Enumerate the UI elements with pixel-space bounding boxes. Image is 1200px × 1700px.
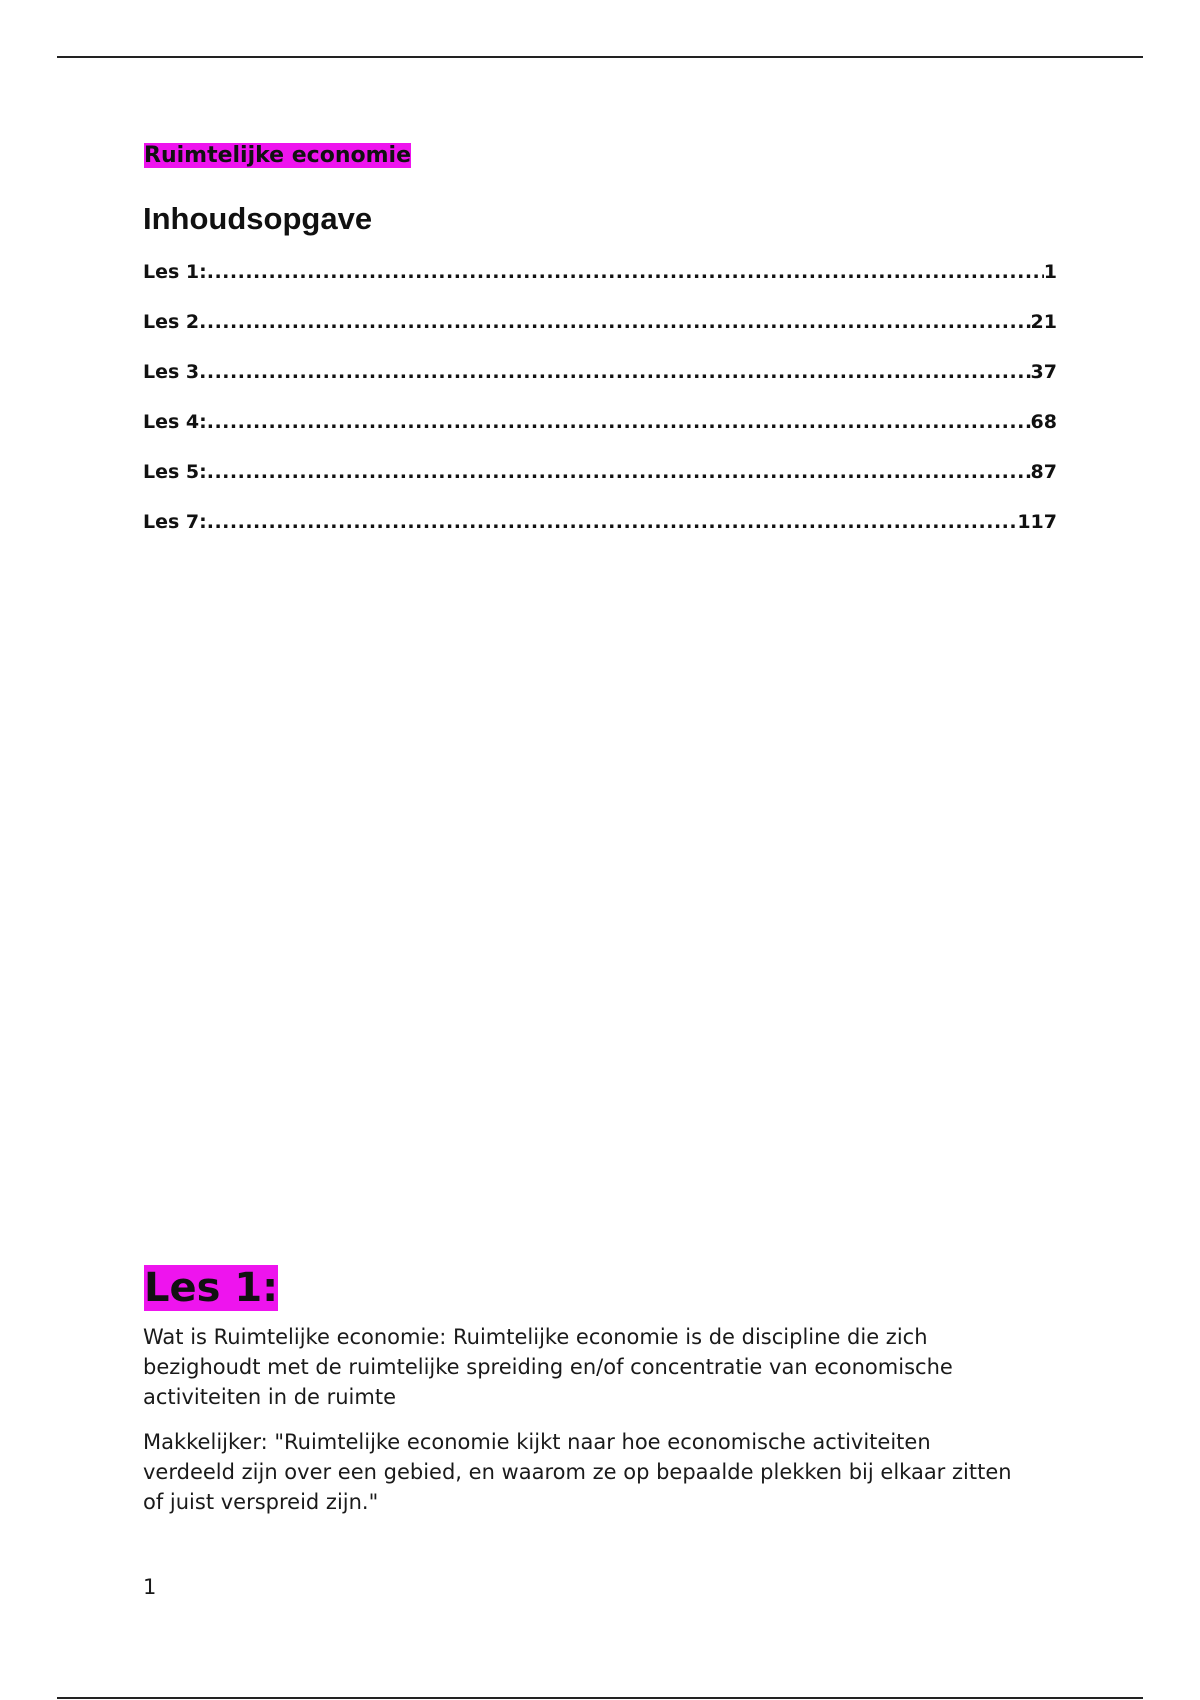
toc-entry-page: 117 [1017, 511, 1057, 533]
toc-entry-les-3[interactable] [143, 360, 1057, 384]
toc-entry-label: Les 3 [143, 361, 200, 383]
toc-dot-leader [207, 410, 1031, 434]
toc-entry-page: 37 [1030, 361, 1057, 383]
toc-entry-les-4[interactable] [143, 410, 1057, 434]
page-number: 1 [143, 1575, 157, 1599]
toc-entry-page: 87 [1030, 461, 1057, 483]
toc-entry-label: Les 2 [143, 311, 200, 333]
definition-paragraph: Wat is Ruimtelijke economie: Ruimtelijke economie is de discipline die zich bezighoudt met de ruimtelijke spreiding en/of concentratie van economische activiteiten in de ruimte [143, 1325, 953, 1409]
toc-entry-page: 1 [1043, 261, 1057, 283]
footer-rule [57, 1697, 1143, 1699]
toc-dot-leader [207, 510, 1018, 534]
toc-entry-les-7[interactable] [143, 510, 1057, 534]
toc-dot-leader [199, 310, 1030, 334]
toc-entry-page: 21 [1030, 311, 1057, 333]
document-title [143, 140, 412, 172]
toc-dot-leader [199, 360, 1030, 384]
header-rule [57, 56, 1143, 58]
toc-entry-les-1[interactable] [143, 260, 1057, 284]
toc-dot-leader [207, 460, 1031, 484]
toc-entry-label: Les 4: [143, 411, 207, 433]
toc-dot-leader [207, 260, 1044, 284]
toc-entry-label: Les 7: [143, 511, 207, 533]
section-heading-text: Les 1: [144, 1265, 279, 1311]
section-heading-les-1 [143, 1264, 279, 1312]
table-of-contents [143, 260, 1057, 560]
toc-entry-label: Les 1: [143, 261, 207, 283]
document-title-text: Ruimtelijke economie [144, 143, 411, 168]
simplified-paragraph: Makkelijker: "Ruimtelijke economie kijkt naar hoe economische activiteiten verdeeld zijn over een gebied, en waarom ze op bepaalde plekken bij elkaar zitten of juist verspreid zijn." [143, 1430, 1012, 1514]
toc-entry-les-5[interactable] [143, 460, 1057, 484]
toc-entry-les-2[interactable] [143, 310, 1057, 334]
toc-heading: Inhoudsopgave [143, 201, 373, 236]
toc-entry-label: Les 5: [143, 461, 207, 483]
toc-entry-page: 68 [1030, 411, 1057, 433]
